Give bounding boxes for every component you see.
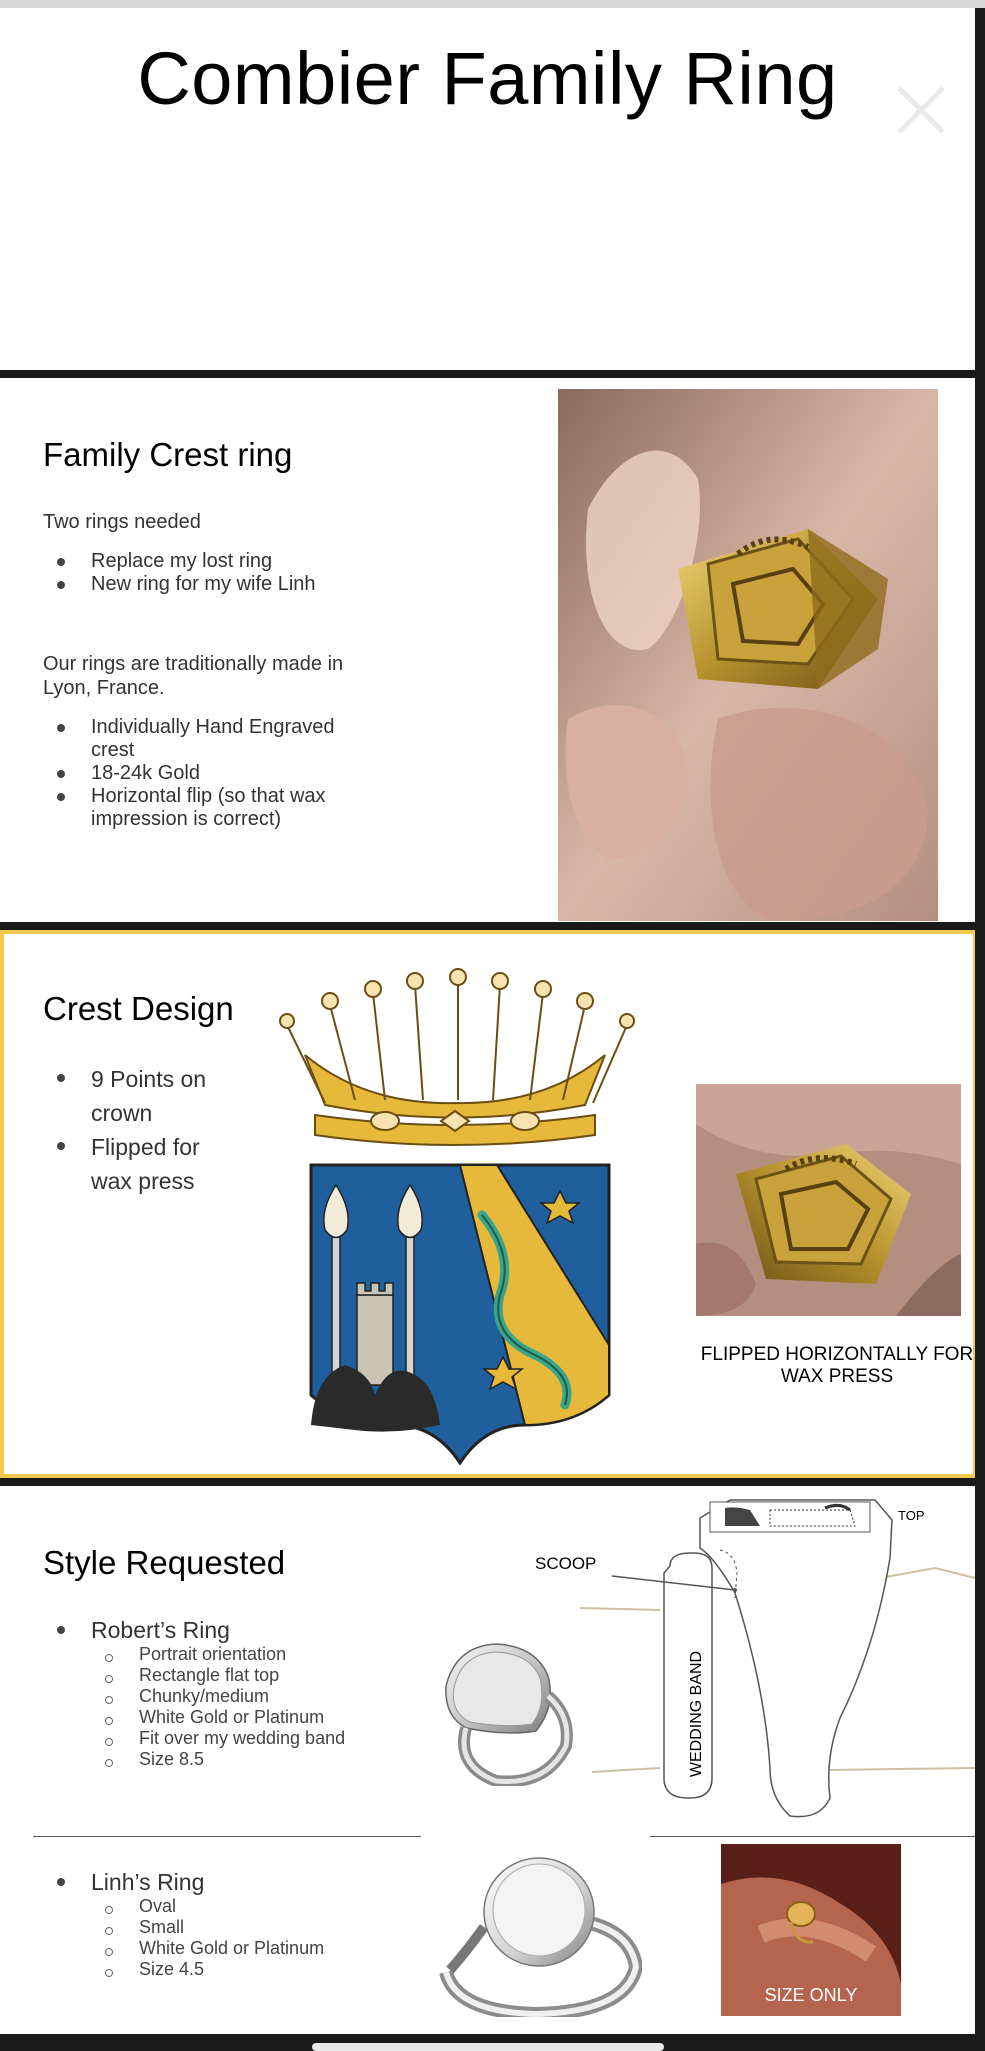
spec-item: Chunky/medium <box>91 1686 433 1707</box>
needs-list <box>43 550 493 596</box>
list-item: Individually Hand Engraved crest <box>43 716 373 762</box>
top-strip <box>0 0 985 8</box>
list-item: New ring for my wife Linh <box>43 573 493 596</box>
design-points <box>43 1062 243 1198</box>
spec-item: White Gold or Platinum <box>91 1707 433 1728</box>
style-slide <box>0 1486 975 2034</box>
linh-ring-name: Linh’s Ring <box>91 1869 205 1895</box>
wedding-band-label: WEDDING BAND <box>688 1650 705 1778</box>
flip-caption: FLIPPED HORIZONTALLY FOR WAX PRESS <box>700 1344 974 1387</box>
coat-of-arms-illustration <box>275 955 635 1465</box>
shield <box>311 1165 609 1463</box>
close-icon[interactable] <box>893 82 949 138</box>
crest-ring-slide <box>0 378 975 922</box>
list-item <box>43 1616 433 1770</box>
spec-item: Oval <box>91 1896 433 1917</box>
page-title: Combier Family Ring <box>137 37 838 120</box>
signet-ring-photo <box>558 389 938 921</box>
divider <box>33 1836 421 1837</box>
spec-item: Small <box>91 1917 433 1938</box>
spec-item: Size 4.5 <box>91 1959 433 1980</box>
scoop-label: SCOOP <box>535 1554 597 1573</box>
crest-design-slide <box>0 930 977 1478</box>
slide-heading: Style Requested <box>43 1544 286 1581</box>
list-item: Horizontal flip (so that wax impression is correct) <box>43 785 373 831</box>
slide-heading: Crest Design <box>43 990 234 1027</box>
oval-signet-ring-image <box>436 1852 642 2017</box>
tradition-text: Our rings are traditionally made in Lyon, France. <box>43 653 344 699</box>
features-list <box>43 716 373 831</box>
robert-ring-specs <box>91 1644 433 1770</box>
size-caption: SIZE ONLY <box>764 1985 858 2005</box>
slide-heading: Family Crest ring <box>43 436 293 473</box>
spec-item: Portrait orientation <box>91 1644 433 1665</box>
intro-text: Two rings needed <box>43 511 201 533</box>
list-item <box>43 1868 433 1980</box>
divider <box>650 1836 975 1837</box>
crown <box>280 969 634 1145</box>
top-label: TOP <box>898 1508 925 1523</box>
list-item: Flipped for wax press <box>43 1130 243 1198</box>
spec-item: Rectangle flat top <box>91 1665 433 1686</box>
list-item: 18-24k Gold <box>43 762 373 785</box>
spec-item: White Gold or Platinum <box>91 1938 433 1959</box>
spec-item: Size 8.5 <box>91 1749 433 1770</box>
fit-diagram <box>520 1498 975 1820</box>
title-slide <box>0 8 975 370</box>
robert-ring-list <box>43 1616 433 1770</box>
linh-ring-specs <box>91 1896 433 1980</box>
right-edge <box>975 8 985 2048</box>
list-item: Replace my lost ring <box>43 550 493 573</box>
flipped-ring-photo <box>696 1084 961 1316</box>
home-indicator <box>312 2043 664 2051</box>
list-item: 9 Points on crown <box>43 1062 243 1130</box>
robert-ring-name: Robert’s Ring <box>91 1617 230 1643</box>
spec-item: Fit over my wedding band <box>91 1728 433 1749</box>
linh-ring-list <box>43 1868 433 1980</box>
